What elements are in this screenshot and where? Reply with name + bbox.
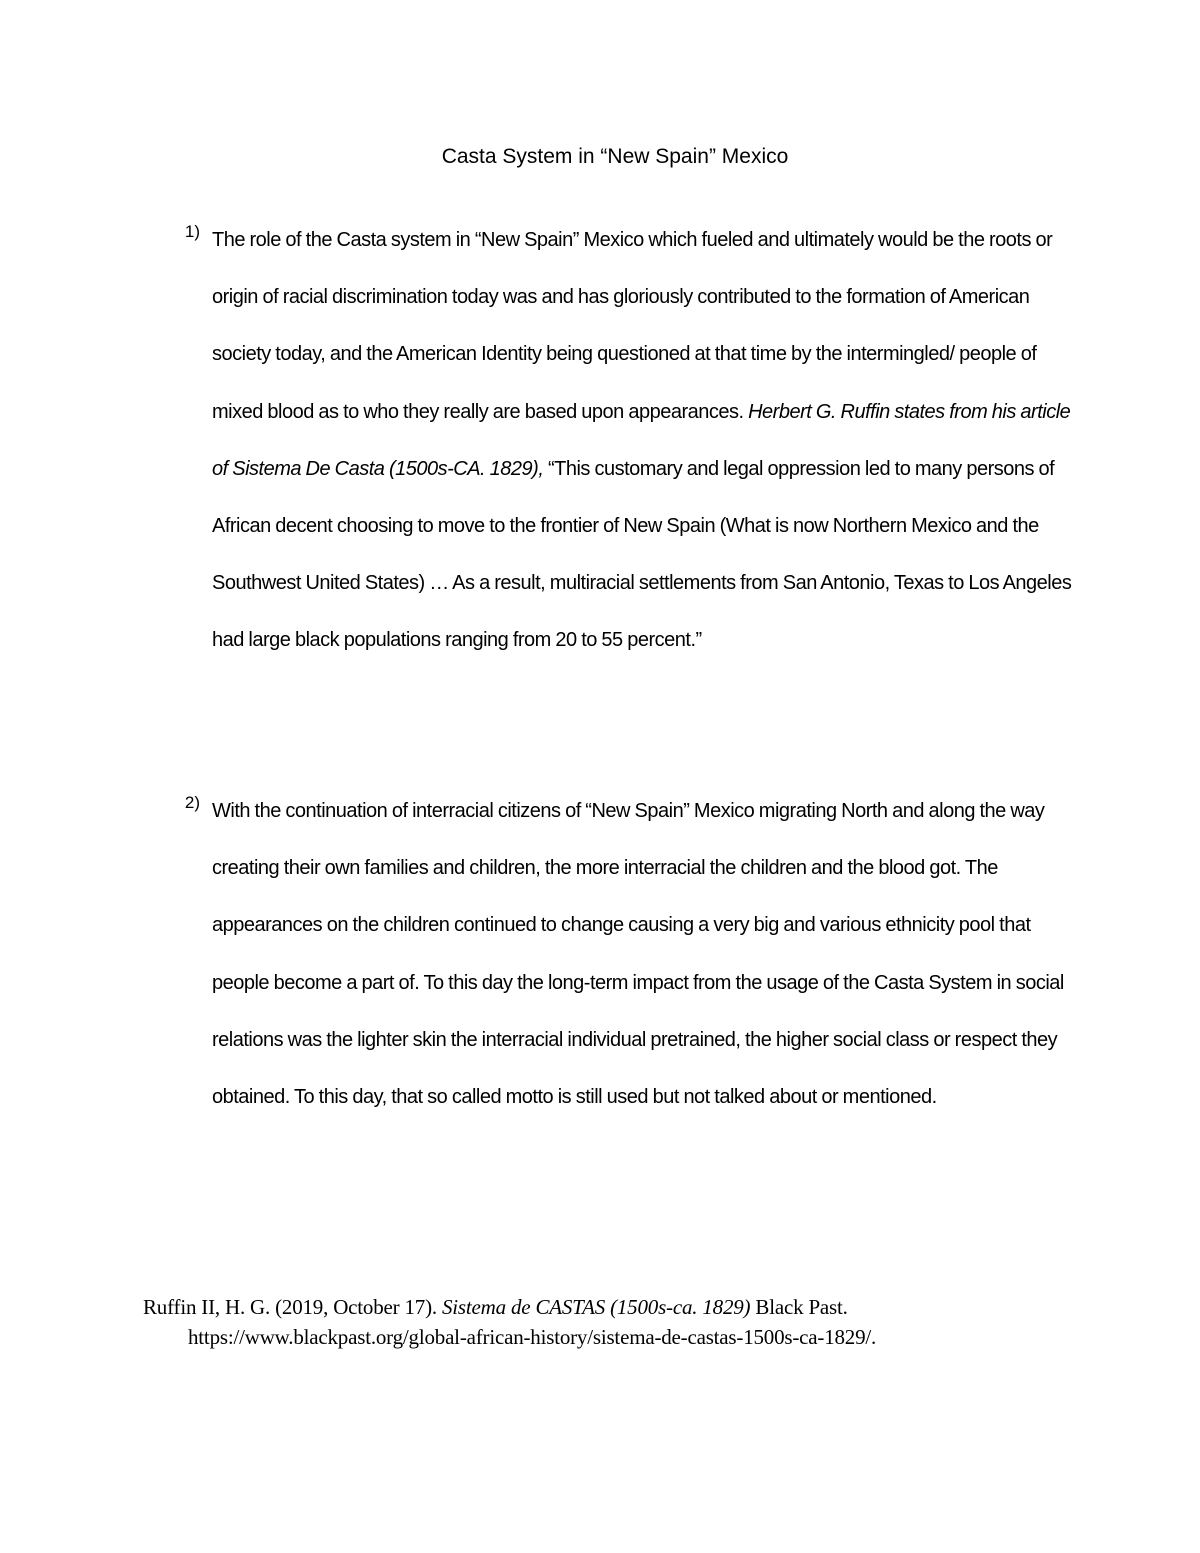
reference-entry <box>143 1292 1088 1352</box>
list-item-number: 2) <box>184 793 200 812</box>
list-item-text: With the continuation of interracial citizens of “New Spain” Mexico migrating North and along the way creating their own families and children, the more interracial the children and the blood got. The appearances on the children continued to change causing a very big and various ethnicity pool that people become a part of. To this day the long-term impact from the usage of the Casta System in social relations was the lighter skin the interracial individual pretrained, the higher social class or respect they obtained. To this day, that so called motto is still used but not talked about or mentioned. <box>212 800 1064 1109</box>
reference-authors: Ruffin II, H. G. (2019, October 17). <box>143 1295 442 1319</box>
list-item-text <box>212 212 1075 670</box>
citation-text: Herbert G. Ruffin states from his article of Sistema De Casta (1500s-CA. 1829), <box>212 400 1071 480</box>
reference-url: https://www.blackpast.org/global-african-history/sistema-de-castas-1500s-ca-1829/. <box>188 1325 877 1349</box>
quote-text: “This customary and legal oppression led to many persons of African decent choosing to move to the frontier of New Spain (What is now Northern Mexico and the Southwest United States) … As a result, multiracial settlements from San Antonio, Texas to Los Angeles had large black populations ranging from 20 to 55 percent.” <box>212 457 1072 652</box>
reference-title: Sistema de CASTAS (1500s-ca. 1829) <box>442 1295 751 1319</box>
page-title: Casta System in “New Spain” Mexico <box>441 145 789 168</box>
list-item-number: 1) <box>184 222 200 241</box>
reference-publisher: Black Past. <box>750 1295 848 1319</box>
body-text: The role of the Casta system in “New Spain” Mexico which fueled and ultimately would be the roots or origin of racial discrimination today was and has gloriously contributed to the formation of American society today, and the American Identity being questioned at that time by the intermingled/ people of mixed blood as to who they really are based upon appearances. <box>212 229 1053 423</box>
